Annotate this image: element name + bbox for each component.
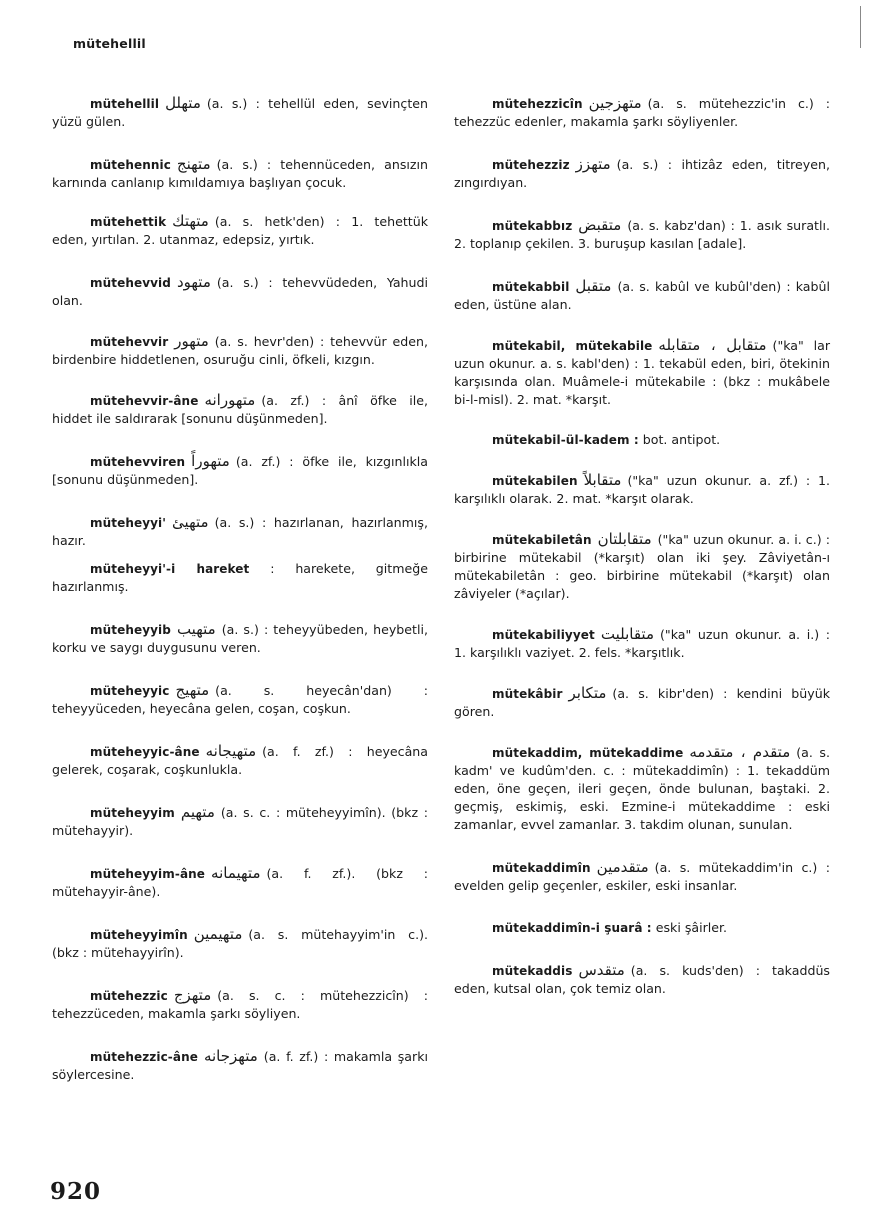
dictionary-entry	[52, 332, 428, 369]
entry-headword: mütehellil	[90, 97, 160, 111]
dictionary-entry	[52, 212, 428, 249]
entry-arabic-script: متهزز	[575, 155, 611, 173]
entry-headword: mütekâbir	[492, 687, 563, 701]
entry-headword: mütehezzic-âne	[90, 1050, 198, 1064]
entry-headword: mütehezziz	[492, 158, 570, 172]
entry-definition: : harekete, gitmeğe hazırlanmış.	[52, 561, 428, 594]
entry-headword: müteheyyic	[90, 684, 170, 698]
entry-headword: mütekabbız	[492, 219, 573, 233]
entry-headword: müteheyyi'-i hareket	[90, 562, 250, 576]
entry-headword: mütekaddim, mütekaddime	[492, 746, 684, 760]
entry-definition: (a. s.) : teheyyübeden, heybetli, korku ve saygı duygusunu veren.	[52, 622, 428, 655]
entry-definition: (a. s. hevr'den) : tehevvür eden, birdenbire hiddetlenen, osuruğu cinli, öfkeli, kızgın.	[52, 334, 428, 367]
dictionary-entry	[454, 336, 830, 409]
entry-arabic-script: متهيمانه	[211, 864, 261, 882]
dictionary-entry	[52, 742, 428, 779]
entry-headword: mütehevvir	[90, 335, 169, 349]
entry-definition: (a. f. zf.) : makamla şarkı söylercesine.	[52, 1049, 428, 1082]
entry-arabic-script: متهيجانه	[205, 742, 257, 760]
entry-arabic-script: متهتك	[172, 212, 209, 230]
entry-arabic-script: متقدس	[578, 961, 625, 979]
entry-definition: (a. zf.) : ânî öfke ile, hiddet ile saldırarak [sonunu düşünmeden].	[52, 393, 428, 426]
entry-headword: mütekabil, mütekabile	[492, 339, 653, 353]
entry-definition: (a. s. heyecân'dan) : teheyyüceden, heyecâna gelen, coşan, coşkun.	[52, 683, 428, 716]
entry-headword: müteheyyim-âne	[90, 867, 206, 881]
entry-definition: (a. s. kadm' ve kudûm'den. c. : mütekaddimîn) : 1. tekaddüm eden, öne geçen, ileri geçen, önde bulunan, baştaki. 2. geçmiş, eskimiş, eski. Ezmine-i mütekaddime : eski zamanlar, evvel zamanlar. 3. takdim olunan, sunulan.	[454, 745, 830, 832]
entry-definition: ("ka" uzun okunur. a. zf.) : 1. karşılıklı olarak. 2. mat. *karşıt olarak.	[454, 473, 830, 506]
entry-headword: mütekabbil	[492, 280, 570, 294]
dictionary-entry	[454, 961, 830, 998]
entry-definition: (a. f. zf.). (bkz : mütehayyir-âne).	[52, 866, 428, 899]
dictionary-entry	[52, 925, 428, 962]
dictionary-entry	[52, 1047, 428, 1084]
entry-headword: mütehettik	[90, 215, 167, 229]
entry-definition: (a. s. c. : müteheyyimîn). (bkz : mütehayyir).	[52, 805, 428, 838]
entry-definition: (a. s.) : ihtizâz eden, titreyen, zıngırdıyan.	[454, 157, 830, 190]
dictionary-entry	[52, 681, 428, 718]
entry-definition: (a. s. kabûl ve kubûl'den) : kabûl eden, üstüne alan.	[454, 279, 830, 312]
dictionary-entry	[52, 452, 428, 489]
entry-headword: müteheyyimîn	[90, 928, 188, 942]
entry-arabic-script: متهيب	[176, 620, 216, 638]
entry-arabic-script: متهيج	[175, 681, 210, 699]
dictionary-entry	[52, 986, 428, 1023]
page-edge-mark	[860, 6, 861, 48]
dictionary-entry	[454, 743, 830, 834]
entry-headword: mütehezzicîn	[492, 97, 583, 111]
entry-definition: ("ka" lar uzun okunur. a. s. kabl'den) : 1. tekabül eden, biri, ötekinin karşısında olan. Muâmele-i mütekabile : (bkz : mukâbele bi-l-misl). 2. mat. *karşıt.	[454, 338, 831, 407]
entry-headword: mütekabilen	[492, 474, 578, 488]
dictionary-entry	[454, 919, 830, 937]
entry-arabic-script: متهيم	[180, 803, 215, 821]
entry-definition: (a. s. mütekaddim'in c.) : evelden gelip geçenler, eskiler, eski insanlar.	[454, 860, 830, 893]
dictionary-entry	[454, 216, 830, 253]
entry-definition: (a. f. zf.) : heyecâna gelerek, coşarak, coşkunlukla.	[52, 744, 428, 777]
dictionary-entry	[52, 155, 428, 192]
entry-arabic-script: متهور	[174, 332, 209, 350]
entry-arabic-script: متقابلتان	[597, 530, 652, 548]
entry-definition: ("ka" uzun okunur. a. i. c.) : birbirine mütekabil (*karşıt) olan iki şey. Zâviyetân-ı mütekabiletân : geo. birbirine mütekabil (*karşıt) olan zâviyeler (*açılar).	[454, 532, 830, 601]
entry-arabic-script: متقدم ، متقدمه	[689, 743, 791, 761]
entry-definition: (a. s.) : tehellül eden, sevinçten yüzü gülen.	[52, 96, 428, 129]
entry-arabic-script: متهزج	[173, 986, 212, 1004]
entry-arabic-script: متقدمين	[596, 858, 649, 876]
dictionary-entry	[454, 431, 830, 449]
entry-headword: mütekabil-ül-kadem :	[492, 433, 639, 447]
entry-arabic-script: متهيمين	[193, 925, 243, 943]
entry-arabic-script: متهزجانه	[203, 1047, 258, 1065]
entry-headword: mütekabiliyyet	[492, 628, 595, 642]
dictionary-entry	[454, 277, 830, 314]
entry-definition: (a. s. mütehayyim'in c.). (bkz : mütehayyirîn).	[52, 927, 428, 960]
entry-headword: mütehevvid	[90, 276, 171, 290]
entry-headword: mütekaddis	[492, 964, 573, 978]
entry-definition: ("ka" uzun okunur. a. i.) : 1. karşılıklı vaziyet. 2. fels. *karşıtlık.	[454, 627, 830, 660]
entry-headword: müteheyyic-âne	[90, 745, 200, 759]
entry-arabic-script: متقبض	[578, 216, 622, 234]
entry-definition: eski şâirler.	[655, 920, 728, 935]
entry-headword: mütekaddimîn-i şuarâ :	[492, 921, 652, 935]
dictionary-entry	[52, 864, 428, 901]
dictionary-entry	[52, 94, 428, 131]
dictionary-entry	[454, 684, 830, 721]
left-column	[52, 94, 428, 1084]
dictionary-entry	[52, 391, 428, 428]
dictionary-entry	[454, 858, 830, 895]
entry-arabic-script: متقابل ، متقابله	[658, 336, 767, 354]
entry-definition: (a. s.) : tehevvüdeden, Yahudi olan.	[52, 275, 428, 308]
entry-arabic-script: متهزجين	[588, 94, 642, 112]
entry-definition: (a. s. kuds'den) : takaddüs eden, kutsal olan, çok temiz olan.	[454, 963, 830, 996]
entry-definition: (a. s. hetk'den) : 1. tehettük eden, yırtılan. 2. utanmaz, edepsiz, yırtık.	[52, 214, 428, 247]
page-number: 920	[50, 1178, 102, 1205]
running-head: mütehellil	[73, 36, 146, 51]
entry-headword: mütehevviren	[90, 455, 186, 469]
entry-arabic-script: متهلل	[165, 94, 201, 112]
dictionary-entry	[52, 273, 428, 310]
entry-definition: (a. s.) : tehennüceden, ansızın karnında canlanıp kımıldamıya başlıyan çocuk.	[52, 157, 428, 190]
dictionary-entry	[454, 530, 830, 603]
entry-headword: mütehennic	[90, 158, 171, 172]
entry-headword: mütekabiletân	[492, 533, 592, 547]
entry-arabic-script: متهورانه	[204, 391, 256, 409]
entry-arabic-script: متهوراً	[191, 452, 230, 470]
entry-headword: mütekaddimîn	[492, 861, 591, 875]
entry-arabic-script: متهود	[176, 273, 211, 291]
dictionary-entry	[52, 620, 428, 657]
entry-arabic-script: متقابلاً	[583, 471, 622, 489]
dictionary-entry	[454, 94, 830, 131]
entry-definition: bot. antipot.	[642, 432, 721, 447]
entry-arabic-script: متكابر	[568, 684, 607, 702]
entry-arabic-script: متهيئ	[172, 513, 209, 531]
entry-headword: müteheyyim	[90, 806, 175, 820]
entry-headword: müteheyyi'	[90, 516, 167, 530]
entry-definition: (a. zf.) : öfke ile, kızgınlıkla [sonunu düşünmeden].	[52, 454, 428, 487]
entry-arabic-script: متهنج	[176, 155, 211, 173]
entry-definition: (a. s.) : hazırlanan, hazırlanmış, hazır.	[52, 515, 428, 548]
dictionary-entry	[52, 803, 428, 840]
dictionary-entry	[52, 513, 428, 550]
right-column	[454, 94, 830, 998]
entry-definition: (a. s. kabz'dan) : 1. asık suratlı. 2. toplanıp çekilen. 3. buruşup kasılan [adale].	[454, 218, 830, 251]
entry-headword: müteheyyib	[90, 623, 171, 637]
entry-definition: (a. s. kibr'den) : kendini büyük gören.	[454, 686, 830, 719]
entry-headword: mütehezzic	[90, 989, 168, 1003]
dictionary-entry	[454, 155, 830, 192]
entry-arabic-script: متقبل	[575, 277, 612, 295]
dictionary-entry	[454, 471, 830, 508]
entry-arabic-script: متقابليت	[600, 625, 654, 643]
entry-headword: mütehevvir-âne	[90, 394, 199, 408]
entry-definition: (a. s. c. : mütehezzicîn) : tehezzüceden, makamla şarkı söyliyen.	[52, 988, 428, 1021]
dictionary-entry	[52, 560, 428, 596]
dictionary-entry	[454, 625, 830, 662]
entry-definition: (a. s. mütehezzic'in c.) : tehezzüc edenler, makamla şarkı söyliyenler.	[454, 96, 830, 129]
